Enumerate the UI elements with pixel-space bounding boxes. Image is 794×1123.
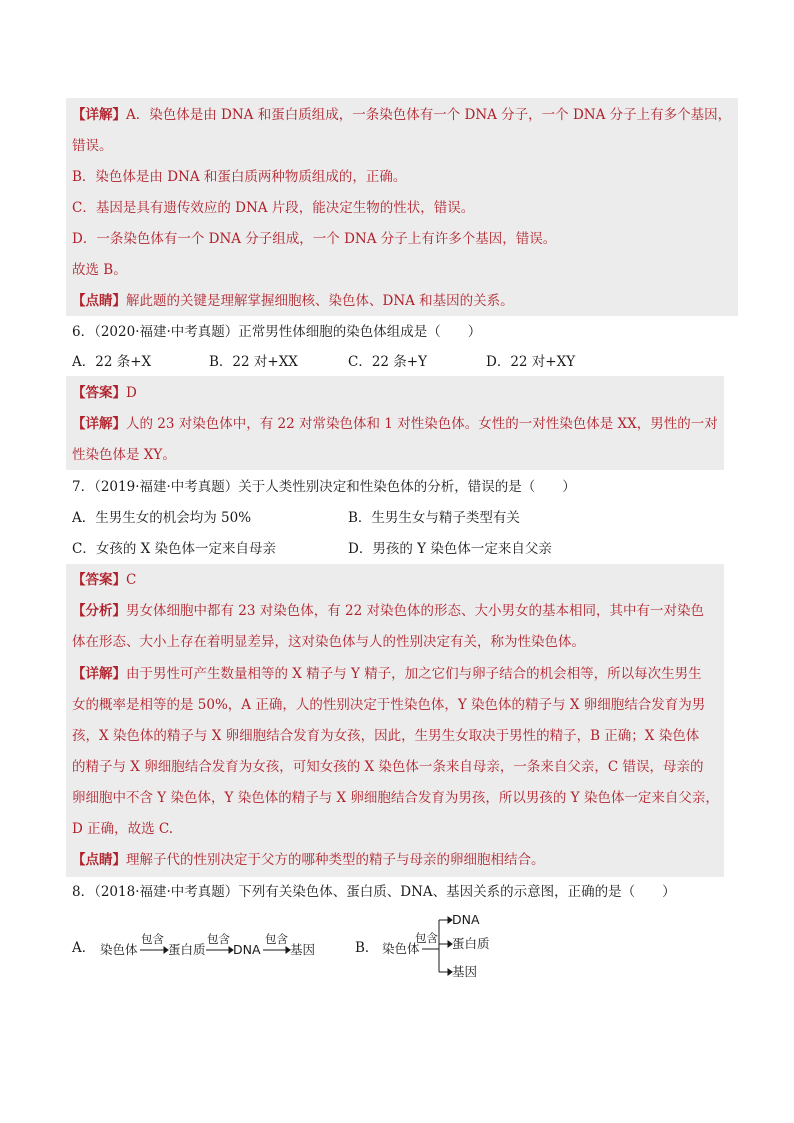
option-c: C．22 条+Y: [348, 354, 428, 370]
comment-tag: 【点睛】: [72, 293, 126, 309]
detail-line: 性染色体是 XY。: [72, 447, 176, 463]
question-8: 8．（2018·福建·中考真题）下列有关染色体、蛋白质、DNA、基因关系的示意图，正确的是（ ）: [72, 884, 676, 900]
option-b: B．22 对+XX: [209, 354, 298, 370]
detail-text: 人的 23 对染色体中，有 22 对常染色体和 1 对性染色体。女性的一对性染色体是 XX，男性的一对: [126, 416, 718, 432]
comment-text: 理解子代的性别决定于父方的哪种类型的精子与母亲的卵细胞相结合。: [126, 852, 545, 868]
detail-line: 错误。: [72, 138, 113, 154]
option-a-letter: A．: [72, 940, 96, 956]
node-dna: DNA: [452, 912, 480, 927]
node-chromosome: 染色体: [382, 941, 420, 956]
analysis-text: 男女体细胞中都有 23 对染色体，有 22 对染色体的形态、大小男女的基本相同，其中有一对染色: [126, 603, 705, 619]
node-protein: 蛋白质: [168, 942, 206, 957]
diagram-option-a: [72, 925, 332, 965]
detail-line: 的精子与 X 卵细胞结合发育为女孩，可知女孩的 X 染色体一条来自母亲，一条来自父亲，C 错误，母亲的: [72, 759, 704, 775]
answer-line: [72, 570, 136, 590]
node-chromosome: 染色体: [100, 942, 138, 957]
comment-tag: 【点睛】: [72, 852, 126, 868]
question-7: 7．（2019·福建·中考真题）关于人类性别决定和性染色体的分析，错误的是（ ）: [72, 479, 576, 495]
arrows-option-a: [72, 925, 332, 965]
option-a: A．22 条+X: [72, 354, 152, 370]
node-gene: 基因: [452, 964, 478, 979]
detail-text: 由于男性可产生数量相等的 X 精子与 Y 精子，加之它们与卵子结合的机会相等，所以每次生男生: [126, 666, 702, 682]
detail-line: 卵细胞中不含 Y 染色体，Y 染色体的精子与 X 卵细胞结合发育为男孩，所以男孩的 Y 染色体一定来自父亲，: [72, 790, 719, 806]
option-b-letter: B．: [355, 940, 379, 956]
detail-line: B．染色体是由 DNA 和蛋白质两种物质组成的，正确。: [72, 169, 407, 185]
detail-line: 女的概率是相等的是 50%，A 正确，人的性别决定于性染色体，Y 染色体的精子与 X 卵细胞结合发育为男: [72, 697, 706, 713]
arrow-label: 包含: [265, 932, 288, 946]
comment-line: [72, 291, 514, 311]
option-c: C．女孩的 X 染色体一定来自母亲: [72, 541, 277, 557]
detail-line: [72, 414, 718, 434]
answer-tag: 【答案】: [72, 385, 126, 401]
comment-text: 解此题的关键是理解掌握细胞核、染色体、DNA 和基因的关系。: [126, 293, 514, 309]
analysis-line: [72, 601, 704, 621]
arrow-label: 包含: [141, 932, 164, 946]
detail-line: D．一条染色体有一个 DNA 分子组成，一个 DNA 分子上有许多个基因，错误。: [72, 231, 557, 247]
node-gene: 基因: [290, 942, 316, 957]
answer-value: D: [126, 385, 137, 401]
node-protein: 蛋白质: [452, 936, 490, 951]
option-d: D．22 对+XY: [486, 354, 576, 370]
analysis-line: 体在形态、大小上存在着明显差异，这对染色体与人的性别决定有关，称为性染色体。: [72, 634, 585, 650]
analysis-tag: 【分析】: [72, 603, 126, 619]
option-d: D．男孩的 Y 染色体一定来自父亲: [348, 541, 552, 557]
detail-tag: 【详解】: [72, 107, 126, 123]
detail-tag: 【详解】: [72, 666, 126, 682]
arrows-option-b: [355, 910, 525, 982]
arrow-label: 包含: [207, 932, 230, 946]
detail-tag: 【详解】: [72, 416, 126, 432]
question-6: 6．（2020·福建·中考真题）正常男性体细胞的染色体组成是（ ）: [72, 324, 482, 340]
detail-line: [72, 664, 702, 684]
answer-value: C: [126, 572, 137, 588]
diagram-option-b: [355, 910, 525, 982]
option-a: A．生男生女的机会均为 50%: [72, 510, 252, 526]
arrow-label: 包含: [415, 931, 438, 945]
detail-line: C．基因是具有遗传效应的 DNA 片段，能决定生物的性状，错误。: [72, 200, 475, 216]
answer-tag: 【答案】: [72, 572, 126, 588]
detail-line: [72, 105, 731, 125]
comment-line: [72, 850, 545, 870]
detail-text: A．染色体是由 DNA 和蛋白质组成，一条染色体有一个 DNA 分子，一个 DNA 分子上有多个基因，: [126, 107, 732, 123]
detail-line: D 正确，故选 C.: [72, 821, 174, 837]
option-b: B．生男生女与精子类型有关: [348, 510, 520, 526]
detail-line: 孩，X 染色体的精子与 X 卵细胞结合发育为女孩，因此，生男生女取决于男性的精子，B 正确；X 染色体: [72, 728, 700, 744]
answer-line: [72, 383, 137, 403]
conclusion-text: 故选 B。: [72, 262, 127, 278]
node-dna: DNA: [233, 942, 261, 957]
